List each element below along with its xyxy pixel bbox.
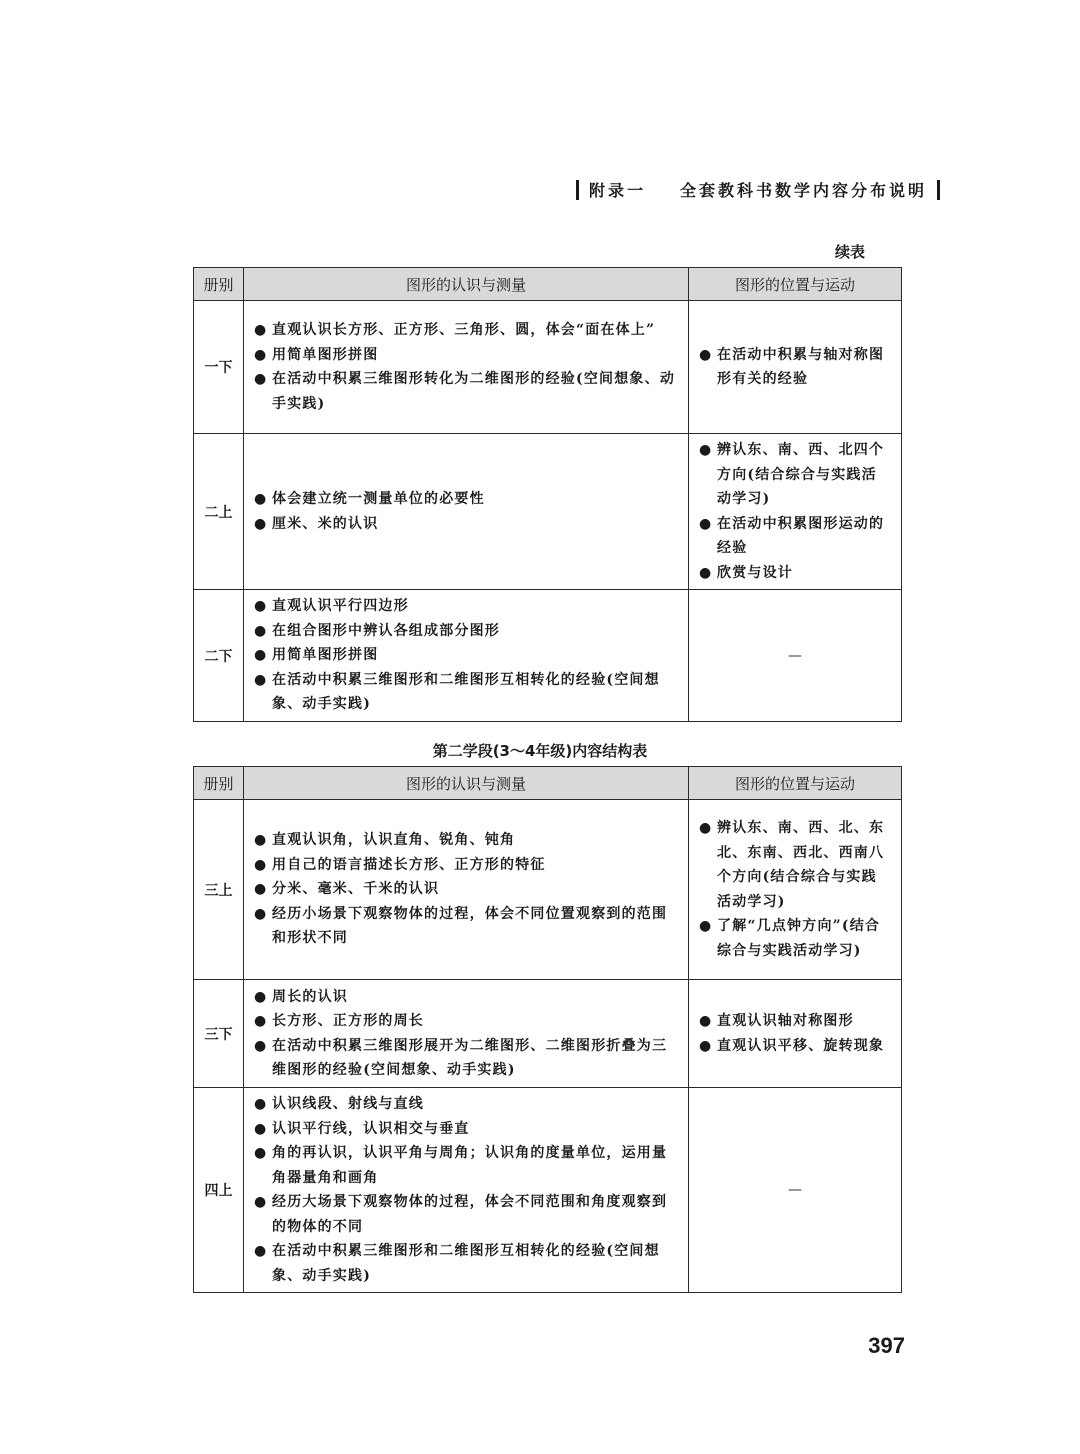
- section-title: 第二学段(3～4年级)内容结构表: [432, 742, 648, 760]
- volume-label: 三下: [194, 980, 244, 1088]
- measure-cell: [244, 434, 689, 590]
- content-table-2: [193, 766, 902, 1293]
- list-item: ● 长方形、正方形的周长: [254, 1009, 678, 1034]
- list-item: ● 周长的认识: [254, 985, 678, 1010]
- list-item: ● 用自己的语言描述长方形、正方形的特征: [254, 853, 678, 878]
- list-item: ● 辨认东、南、西、北四个方向(结合综合与实践活动学习): [699, 438, 891, 512]
- list-item: ● 在活动中积累三维图形和二维图形互相转化的经验(空间想象、动手实践): [254, 668, 678, 717]
- col-header-measure: 图形的认识与测量: [244, 268, 689, 301]
- list-item: ● 辨认东、南、西、北、东北、东南、西北、西南八个方向(结合综合与实践活动学习): [699, 816, 891, 914]
- list-item: ● 用简单图形拼图: [254, 343, 678, 368]
- list-item: ● 体会建立统一测量单位的必要性: [254, 487, 678, 512]
- volume-label: 二上: [194, 434, 244, 590]
- running-header: [576, 178, 940, 201]
- list-item: ● 了解“几点钟方向”(结合综合与实践活动学习): [699, 914, 891, 963]
- header-title: 全套教科书数学内容分布说明: [679, 181, 927, 200]
- measure-cell: [244, 800, 689, 980]
- table-row: [194, 800, 902, 980]
- motion-cell: [689, 980, 902, 1088]
- measure-cell: [244, 1088, 689, 1293]
- list-item: ● 在组合图形中辨认各组成部分图形: [254, 619, 678, 644]
- col-header-volume: 册别: [194, 767, 244, 800]
- measure-cell: [244, 980, 689, 1088]
- volume-label: 二下: [194, 590, 244, 722]
- motion-cell: [689, 301, 902, 434]
- volume-label: 三上: [194, 800, 244, 980]
- list-item: ● 在活动中积累三维图形展开为二维图形、二维图形折叠为三维图形的经验(空间想象、动手实践): [254, 1034, 678, 1083]
- content-table-1: [193, 267, 902, 722]
- list-item: ● 分米、毫米、千米的认识: [254, 877, 678, 902]
- empty-cell-dash: —: [689, 590, 902, 722]
- col-header-motion: 图形的位置与运动: [689, 767, 902, 800]
- continued-label: 续表: [834, 243, 865, 261]
- list-item: ● 直观认识平行四边形: [254, 594, 678, 619]
- empty-cell-dash: —: [689, 1088, 902, 1293]
- table-header-row: [194, 767, 902, 800]
- col-header-motion: 图形的位置与运动: [689, 268, 902, 301]
- list-item: ● 直观认识轴对称图形: [699, 1009, 891, 1034]
- list-item: ● 直观认识长方形、正方形、三角形、圆，体会“面在体上”: [254, 318, 678, 343]
- table-row: [194, 301, 902, 434]
- motion-cell: [689, 434, 902, 590]
- list-item: ● 认识线段、射线与直线: [254, 1092, 678, 1117]
- list-item: ● 直观认识平移、旋转现象: [699, 1034, 891, 1059]
- list-item: ● 角的再认识，认识平角与周角；认识角的度量单位，运用量角器量角和画角: [254, 1141, 678, 1190]
- list-item: ● 在活动中积累图形运动的经验: [699, 512, 891, 561]
- list-item: ● 认识平行线，认识相交与垂直: [254, 1117, 678, 1142]
- list-item: ● 用简单图形拼图: [254, 643, 678, 668]
- header-bar-right: [937, 180, 940, 200]
- list-item: ● 在活动中积累三维图形和二维图形互相转化的经验(空间想象、动手实践): [254, 1239, 678, 1288]
- volume-label: 一下: [194, 301, 244, 434]
- table-row: [194, 1088, 902, 1293]
- page-number: 397: [868, 1333, 905, 1358]
- table-row: [194, 980, 902, 1088]
- list-item: ● 经历大场景下观察物体的过程，体会不同范围和角度观察到的物体的不同: [254, 1190, 678, 1239]
- list-item: ● 经历小场景下观察物体的过程，体会不同位置观察到的范围和形状不同: [254, 902, 678, 951]
- header-bar-left: [576, 180, 579, 200]
- table-row: [194, 434, 902, 590]
- measure-cell: [244, 301, 689, 434]
- list-item: ● 厘米、米的认识: [254, 512, 678, 537]
- measure-cell: [244, 590, 689, 722]
- list-item: ● 在活动中积累三维图形转化为二维图形的经验(空间想象、动手实践): [254, 367, 678, 416]
- header-section: 附录一: [588, 181, 646, 200]
- table-header-row: [194, 268, 902, 301]
- list-item: ● 欣赏与设计: [699, 561, 891, 586]
- motion-cell: [689, 800, 902, 980]
- list-item: ● 在活动中积累与轴对称图形有关的经验: [699, 343, 891, 392]
- col-header-volume: 册别: [194, 268, 244, 301]
- table-row: [194, 590, 902, 722]
- col-header-measure: 图形的认识与测量: [244, 767, 689, 800]
- list-item: ● 直观认识角，认识直角、锐角、钝角: [254, 828, 678, 853]
- volume-label: 四上: [194, 1088, 244, 1293]
